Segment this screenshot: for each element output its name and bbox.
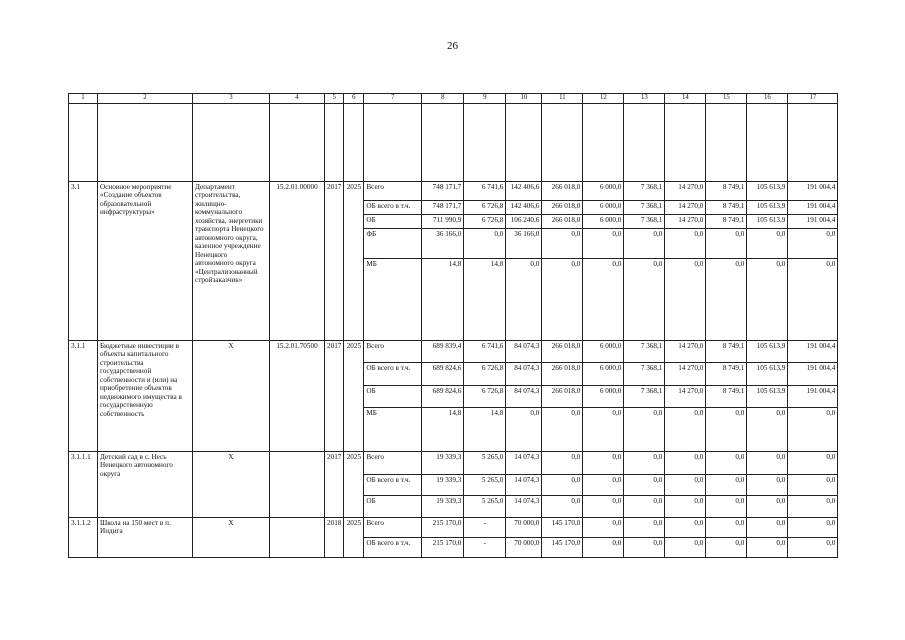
funding-source-cell: ОБ всего в т.ч. <box>364 201 422 215</box>
column-number-cell: 12 <box>583 94 624 104</box>
amount-cell: 0,0 <box>706 518 747 538</box>
amount-cell: 14 270,0 <box>665 386 706 408</box>
blank-cell <box>542 104 583 182</box>
amount-cell: 0,0 <box>624 452 665 475</box>
amount-cell: 0,0 <box>583 229 624 259</box>
executor-cell: Х <box>193 341 270 452</box>
blank-cell <box>665 104 706 182</box>
amount-cell: 748 171,7 <box>422 201 464 215</box>
amount-cell: 191 004,4 <box>788 363 838 386</box>
column-number-cell: 6 <box>344 94 364 104</box>
item-name-cell: Бюджетные инвестиции в объекты капитального строительства государственной собственности и (или) на приобретение объектов недвижимого имущества в государственную собственность <box>98 341 193 452</box>
amount-cell: 142 406,6 <box>506 182 542 201</box>
amount-cell: 266 018,0 <box>542 215 583 229</box>
amount-cell: 6 000,0 <box>583 215 624 229</box>
amount-cell: 84 074,3 <box>506 363 542 386</box>
blank-header-row <box>69 104 838 182</box>
funding-source-cell: ФБ <box>364 229 422 259</box>
amount-cell: 6 000,0 <box>583 182 624 201</box>
funding-source-cell: ОБ всего в т.ч. <box>364 363 422 386</box>
blank-cell <box>747 104 788 182</box>
amount-cell: 191 004,4 <box>788 341 838 363</box>
amount-cell: 191 004,4 <box>788 215 838 229</box>
start-year-cell: 2017 <box>325 341 344 452</box>
amount-cell: 14 270,0 <box>665 182 706 201</box>
amount-cell: 748 171,7 <box>422 182 464 201</box>
column-number-cell: 10 <box>506 94 542 104</box>
amount-cell: 0,0 <box>747 538 788 558</box>
amount-cell: 0,0 <box>464 229 506 259</box>
amount-cell: 0,0 <box>706 229 747 259</box>
amount-cell: 0,0 <box>665 538 706 558</box>
amount-cell: 191 004,4 <box>788 201 838 215</box>
amount-cell: 0,0 <box>788 518 838 538</box>
amount-cell: 0,0 <box>624 475 665 496</box>
item-number-cell: 3.1.1.1 <box>69 452 98 518</box>
amount-cell: 142 406,6 <box>506 201 542 215</box>
amount-cell: 0,0 <box>706 452 747 475</box>
table-row <box>69 341 838 363</box>
amount-cell: 0,0 <box>624 518 665 538</box>
amount-cell: 0,0 <box>624 408 665 452</box>
amount-cell: 70 000,0 <box>506 538 542 558</box>
amount-cell: 0,0 <box>706 408 747 452</box>
budget-code-cell: 15.2.01.00000 <box>270 182 325 341</box>
amount-cell: 8 749,1 <box>706 363 747 386</box>
table-row <box>69 182 838 201</box>
amount-cell: 84 074,3 <box>506 386 542 408</box>
blank-cell <box>583 104 624 182</box>
amount-cell: 0,0 <box>624 496 665 518</box>
start-year-cell: 2017 <box>325 182 344 341</box>
amount-cell: 6 726,8 <box>464 386 506 408</box>
amount-cell: 0,0 <box>583 475 624 496</box>
amount-cell: 0,0 <box>583 408 624 452</box>
amount-cell: 0,0 <box>542 408 583 452</box>
column-number-cell: 1 <box>69 94 98 104</box>
amount-cell: 0,0 <box>788 452 838 475</box>
funding-source-cell: ОБ <box>364 215 422 229</box>
amount-cell: 105 613,9 <box>747 182 788 201</box>
item-name-cell: Детский сад в с. Несь Ненецкого автономного округа <box>98 452 193 518</box>
amount-cell: 0,0 <box>747 518 788 538</box>
budget-code-cell <box>270 518 325 558</box>
amount-cell: 8 749,1 <box>706 341 747 363</box>
column-number-cell: 14 <box>665 94 706 104</box>
column-number-cell: 9 <box>464 94 506 104</box>
amount-cell: 14,8 <box>422 259 464 341</box>
amount-cell: 14 074,3 <box>506 475 542 496</box>
amount-cell: 19 339,3 <box>422 496 464 518</box>
amount-cell: 0,0 <box>665 259 706 341</box>
amount-cell: 8 749,1 <box>706 215 747 229</box>
amount-cell: 0,0 <box>706 475 747 496</box>
funding-source-cell: Всего <box>364 182 422 201</box>
amount-cell: 0,0 <box>583 259 624 341</box>
amount-cell: 0,0 <box>747 496 788 518</box>
amount-cell: 36 166,0 <box>422 229 464 259</box>
start-year-cell: 2017 <box>325 452 344 518</box>
amount-cell: 6 726,8 <box>464 201 506 215</box>
column-number-cell: 16 <box>747 94 788 104</box>
amount-cell: 215 170,0 <box>422 538 464 558</box>
amount-cell: 14 074,3 <box>506 496 542 518</box>
blank-cell <box>364 104 422 182</box>
amount-cell: 0,0 <box>624 259 665 341</box>
amount-cell: 7 368,1 <box>624 363 665 386</box>
amount-cell: 105 613,9 <box>747 201 788 215</box>
amount-cell: - <box>464 538 506 558</box>
amount-cell: 0,0 <box>665 452 706 475</box>
amount-cell: 0,0 <box>706 496 747 518</box>
amount-cell: - <box>464 518 506 538</box>
amount-cell: 14,8 <box>464 408 506 452</box>
table-row <box>69 518 838 538</box>
column-number-cell: 3 <box>193 94 270 104</box>
amount-cell: 0,0 <box>506 259 542 341</box>
amount-cell: 0,0 <box>542 475 583 496</box>
amount-cell: 0,0 <box>665 408 706 452</box>
amount-cell: 7 368,1 <box>624 341 665 363</box>
amount-cell: 689 824,6 <box>422 363 464 386</box>
executor-cell: Департамент строительства, жилищно-коммунального хозяйства, энергетики транспорта Ненецкого автономного округа, казенное учреждение Ненецкого автономного округа «Централизованный стройзаказчик» <box>193 182 270 341</box>
amount-cell: 5 265,0 <box>464 452 506 475</box>
amount-cell: 6 741,6 <box>464 341 506 363</box>
amount-cell: 0,0 <box>788 538 838 558</box>
blank-cell <box>788 104 838 182</box>
amount-cell: 6 000,0 <box>583 201 624 215</box>
blank-cell <box>98 104 193 182</box>
amount-cell: 8 749,1 <box>706 182 747 201</box>
funding-source-cell: МБ <box>364 259 422 341</box>
amount-cell: 266 018,0 <box>542 386 583 408</box>
funding-source-cell: Всего <box>364 518 422 538</box>
amount-cell: 6 726,8 <box>464 215 506 229</box>
amount-cell: 689 839,4 <box>422 341 464 363</box>
blank-cell <box>706 104 747 182</box>
funding-source-cell: ОБ всего в т.ч. <box>364 538 422 558</box>
column-number-row <box>69 94 838 104</box>
amount-cell: 14,8 <box>464 259 506 341</box>
amount-cell: 0,0 <box>788 229 838 259</box>
amount-cell: 7 368,1 <box>624 182 665 201</box>
amount-cell: 0,0 <box>583 518 624 538</box>
blank-cell <box>464 104 506 182</box>
amount-cell: 36 166,0 <box>506 229 542 259</box>
item-name-cell: Школа на 150 мест в п. Индига <box>98 518 193 558</box>
amount-cell: 70 000,0 <box>506 518 542 538</box>
table-row <box>69 452 838 475</box>
page-number: 26 <box>447 40 458 52</box>
funding-source-cell: МБ <box>364 408 422 452</box>
amount-cell: 14 074,3 <box>506 452 542 475</box>
amount-cell: 14 270,0 <box>665 215 706 229</box>
amount-cell: 105 613,9 <box>747 215 788 229</box>
end-year-cell: 2025 <box>344 452 364 518</box>
column-number-cell: 17 <box>788 94 838 104</box>
end-year-cell: 2025 <box>344 518 364 558</box>
amount-cell: 0,0 <box>665 496 706 518</box>
amount-cell: 0,0 <box>542 259 583 341</box>
amount-cell: 8 749,1 <box>706 201 747 215</box>
amount-cell: 145 170,0 <box>542 518 583 538</box>
amount-cell: 6 000,0 <box>583 363 624 386</box>
budget-code-cell <box>270 452 325 518</box>
amount-cell: 0,0 <box>583 452 624 475</box>
amount-cell: 145 170,0 <box>542 538 583 558</box>
amount-cell: 0,0 <box>747 475 788 496</box>
budget-table <box>68 93 838 558</box>
amount-cell: 0,0 <box>747 452 788 475</box>
amount-cell: 7 368,1 <box>624 201 665 215</box>
amount-cell: 14,8 <box>422 408 464 452</box>
amount-cell: 0,0 <box>542 496 583 518</box>
amount-cell: 19 339,3 <box>422 475 464 496</box>
amount-cell: 19 339,3 <box>422 452 464 475</box>
amount-cell: 0,0 <box>583 496 624 518</box>
amount-cell: 215 170,0 <box>422 518 464 538</box>
column-number-cell: 11 <box>542 94 583 104</box>
amount-cell: 266 018,0 <box>542 363 583 386</box>
item-number-cell: 3.1.1 <box>69 341 98 452</box>
amount-cell: 266 018,0 <box>542 341 583 363</box>
amount-cell: 0,0 <box>788 475 838 496</box>
amount-cell: 0,0 <box>506 408 542 452</box>
amount-cell: 0,0 <box>665 475 706 496</box>
executor-cell: Х <box>193 518 270 558</box>
amount-cell: 0,0 <box>706 259 747 341</box>
item-name-cell: Основное мероприятие «Создание объектов образовательной инфраструктуры» <box>98 182 193 341</box>
amount-cell: 191 004,4 <box>788 386 838 408</box>
column-number-cell: 2 <box>98 94 193 104</box>
column-number-cell: 8 <box>422 94 464 104</box>
amount-cell: 5 265,0 <box>464 496 506 518</box>
start-year-cell: 2018 <box>325 518 344 558</box>
budget-code-cell: 15.2.01.70500 <box>270 341 325 452</box>
column-number-cell: 5 <box>325 94 344 104</box>
amount-cell: 105 613,9 <box>747 363 788 386</box>
column-number-cell: 7 <box>364 94 422 104</box>
amount-cell: 0,0 <box>706 538 747 558</box>
amount-cell: 14 270,0 <box>665 341 706 363</box>
amount-cell: 6 000,0 <box>583 341 624 363</box>
amount-cell: 7 368,1 <box>624 386 665 408</box>
executor-cell: Х <box>193 452 270 518</box>
funding-source-cell: ОБ <box>364 496 422 518</box>
amount-cell: 689 824,6 <box>422 386 464 408</box>
funding-source-cell: ОБ <box>364 386 422 408</box>
column-number-cell: 15 <box>706 94 747 104</box>
end-year-cell: 2025 <box>344 341 364 452</box>
amount-cell: 6 000,0 <box>583 386 624 408</box>
item-number-cell: 3.1.1.2 <box>69 518 98 558</box>
blank-cell <box>69 104 98 182</box>
amount-cell: 84 074,3 <box>506 341 542 363</box>
amount-cell: 6 726,8 <box>464 363 506 386</box>
blank-cell <box>506 104 542 182</box>
amount-cell: 0,0 <box>788 496 838 518</box>
item-number-cell: 3.1 <box>69 182 98 341</box>
amount-cell: 711 990,9 <box>422 215 464 229</box>
amount-cell: 0,0 <box>624 538 665 558</box>
amount-cell: 0,0 <box>542 452 583 475</box>
amount-cell: 0,0 <box>747 259 788 341</box>
amount-cell: 14 270,0 <box>665 363 706 386</box>
amount-cell: 266 018,0 <box>542 201 583 215</box>
amount-cell: 266 018,0 <box>542 182 583 201</box>
amount-cell: 0,0 <box>583 538 624 558</box>
amount-cell: 0,0 <box>788 259 838 341</box>
amount-cell: 0,0 <box>747 408 788 452</box>
amount-cell: 0,0 <box>788 408 838 452</box>
blank-cell <box>422 104 464 182</box>
funding-source-cell: Всего <box>364 452 422 475</box>
amount-cell: 6 741,6 <box>464 182 506 201</box>
amount-cell: 5 265,0 <box>464 475 506 496</box>
blank-cell <box>325 104 344 182</box>
amount-cell: 106 240,6 <box>506 215 542 229</box>
funding-source-cell: ОБ всего в т.ч. <box>364 475 422 496</box>
amount-cell: 0,0 <box>665 518 706 538</box>
blank-cell <box>270 104 325 182</box>
end-year-cell: 2025 <box>344 182 364 341</box>
column-number-cell: 13 <box>624 94 665 104</box>
amount-cell: 14 270,0 <box>665 201 706 215</box>
column-number-cell: 4 <box>270 94 325 104</box>
blank-cell <box>624 104 665 182</box>
blank-cell <box>193 104 270 182</box>
amount-cell: 191 004,4 <box>788 182 838 201</box>
amount-cell: 0,0 <box>747 229 788 259</box>
funding-source-cell: Всего <box>364 341 422 363</box>
amount-cell: 0,0 <box>542 229 583 259</box>
amount-cell: 0,0 <box>624 229 665 259</box>
amount-cell: 105 613,9 <box>747 386 788 408</box>
amount-cell: 0,0 <box>665 229 706 259</box>
amount-cell: 105 613,9 <box>747 341 788 363</box>
amount-cell: 7 368,1 <box>624 215 665 229</box>
amount-cell: 8 749,1 <box>706 386 747 408</box>
blank-cell <box>344 104 364 182</box>
